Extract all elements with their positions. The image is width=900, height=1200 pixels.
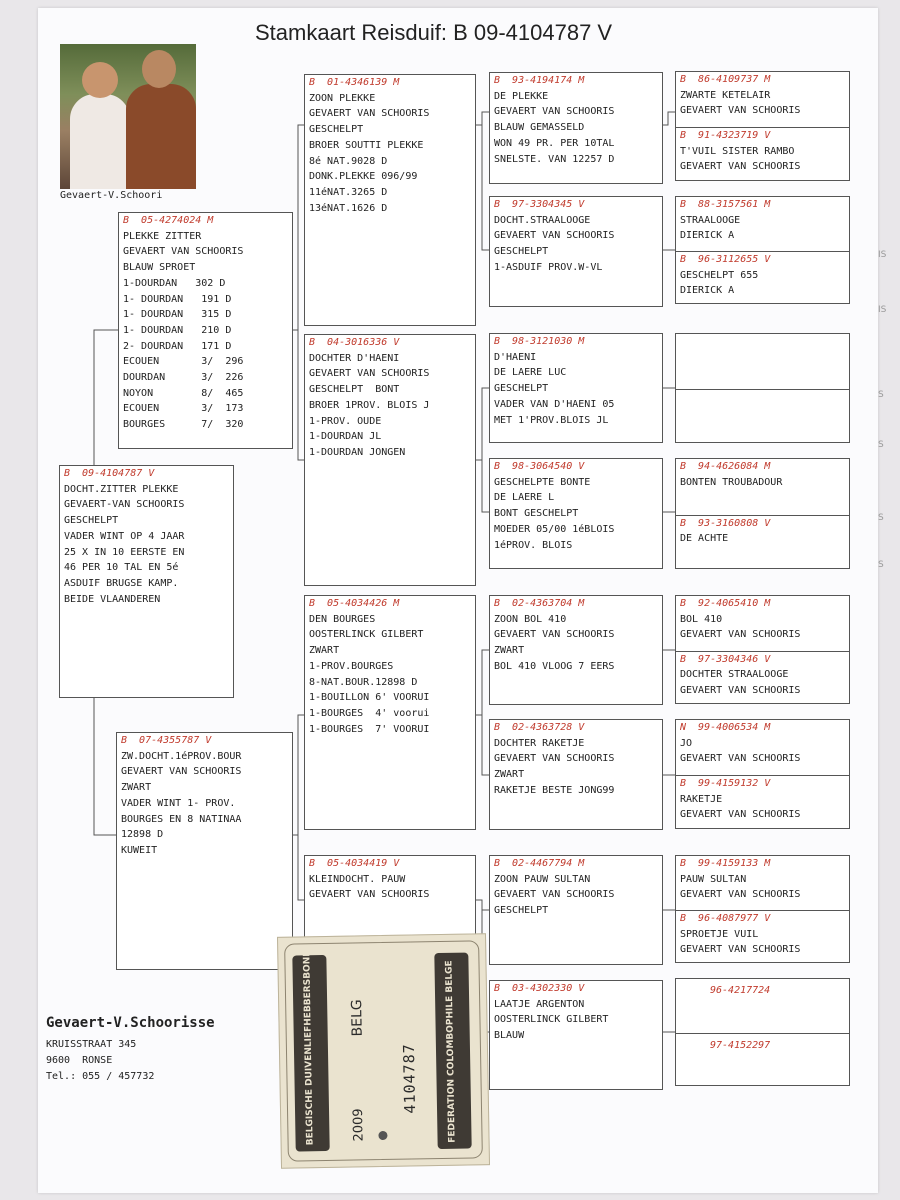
- pedigree-line: BROER 1PROV. BLOIS J: [309, 399, 430, 411]
- pedigree-line: GEVAERT VAN SCHOORIS: [123, 246, 244, 258]
- pedigree-line: BONTEN TROUBADOUR: [680, 476, 783, 488]
- great-grandparent-top: [676, 596, 849, 651]
- great-grandparent-top: [676, 72, 849, 127]
- pedigree-line: ZWARTE KETELAIR: [680, 89, 771, 101]
- pedigree-line: GEVAERT VAN SCHOORIS: [309, 368, 430, 380]
- ring-number: B 93-3160808 V: [680, 517, 771, 529]
- pedigree-line: BOL 410 VLOOG 7 EERS: [494, 660, 615, 672]
- great-grandparent-top: [676, 197, 849, 251]
- pedigree-line: 1-DOURDAN 302 D: [123, 277, 226, 289]
- edge-tab-label: S: [878, 560, 884, 570]
- pedigree-box-sire: [118, 212, 293, 449]
- ring-hole: [378, 1131, 387, 1140]
- pedigree-line: GEVAERT VAN SCHOORIS: [680, 684, 801, 696]
- pedigree-line: RAKETJE BESTE JONG99: [494, 784, 615, 796]
- pedigree-line: DIERICK A: [680, 285, 735, 297]
- pedigree-line: 1-BOURGES 7' VOORUI: [309, 723, 430, 735]
- great-grandparents-pair: [675, 719, 850, 829]
- pedigree-line: NOYON 8/ 465: [123, 387, 244, 399]
- pedigree-line: GESCHELPT: [494, 246, 549, 258]
- pedigree-line: ECOUEN 3/ 173: [123, 403, 244, 415]
- pedigree-line: DE ACHTE: [680, 533, 729, 545]
- pedigree-line: GEVAERT VAN SCHOORIS: [494, 230, 615, 242]
- pedigree-line: 1-DOURDAN JL: [309, 431, 382, 443]
- edge-tab-label: S: [878, 513, 884, 523]
- pedigree-line: 1- DOURDAN 315 D: [123, 309, 232, 321]
- pedigree-line: VADER VAN D'HAENI 05: [494, 398, 615, 410]
- pedigree-line: GESCHELPT BONT: [309, 384, 400, 396]
- edge-tab-label: S: [878, 390, 884, 400]
- owner-name: Gevaert-V.Schoorisse: [46, 1015, 215, 1031]
- pedigree-line: KUWEIT: [121, 844, 158, 856]
- pedigree-line: 46 PER 10 TAL EN 5é: [64, 562, 179, 574]
- pedigree-line: DE PLEKKE: [494, 90, 549, 102]
- ring-number: B 02-4467794 M: [494, 858, 585, 869]
- pedigree-line: ZWART: [309, 645, 340, 657]
- pedigree-line: DOCHTER RAKETJE: [494, 737, 585, 749]
- pedigree-line: T'VUIL SISTER RAMBO: [680, 145, 795, 157]
- pedigree-box-sds: [489, 333, 663, 443]
- pedigree-line: DOCHT.STRAALOOGE: [494, 214, 591, 226]
- pedigree-box-dam: [116, 732, 293, 970]
- ring-number: B 09-4104787 V: [64, 468, 155, 479]
- pedigree-box-dds: [489, 855, 663, 965]
- great-grandparent-top: [676, 459, 849, 515]
- ring-number: B 94-4626084 M: [680, 461, 771, 472]
- ring-country: BELG: [349, 999, 366, 1037]
- pedigree-line: DOCHT.ZITTER PLEKKE: [64, 483, 179, 495]
- great-grandparent-bottom: [676, 775, 849, 829]
- pedigree-line: DE LAERE L: [494, 492, 555, 504]
- pedigree-line: STRAALOOGE: [680, 214, 741, 226]
- pedigree-line: MET 1'PROV.BLOIS JL: [494, 414, 609, 426]
- great-grandparent-top: [676, 856, 849, 910]
- pedigree-line: GEVAERT VAN SCHOORIS: [680, 105, 801, 117]
- pedigree-line: 1-PROV.BOURGES: [309, 660, 394, 672]
- great-grandparents-pair: [675, 978, 850, 1086]
- pedigree-line: ZOON BOL 410: [494, 613, 567, 625]
- pedigree-line: 1-BOUILLON 6' VOORUI: [309, 692, 430, 704]
- pedigree-line: GESCHELPTE BONTE: [494, 476, 591, 488]
- great-grandparent-top: [676, 979, 849, 1033]
- pedigree-line: SNELSTE. VAN 12257 D: [494, 153, 615, 165]
- pedigree-line: 1éPROV. BLOIS: [494, 539, 573, 551]
- edge-tab-label: S: [878, 440, 884, 450]
- edge-tab-label: IS: [878, 250, 887, 260]
- pedigree-line: GEVAERT VAN SCHOORIS: [680, 753, 801, 765]
- pedigree-line: PLEKKE ZITTER: [123, 230, 202, 242]
- pedigree-line: 1- DOURDAN 210 D: [123, 324, 232, 336]
- ring-year: 2009: [350, 1108, 367, 1142]
- ring-number: 96-4217724: [710, 985, 771, 996]
- pedigree-line: DE LAERE LUC: [494, 367, 567, 379]
- pedigree-box-ss: [304, 74, 476, 326]
- ring-left-band: BELGISCHE DUIVENLIEFHEBBERSBOND: [302, 949, 316, 1146]
- great-grandparents-pair: [675, 458, 850, 569]
- pedigree-line: 25 X IN 10 EERSTE EN: [64, 546, 185, 558]
- pedigree-line: ZOON PLEKKE: [309, 92, 376, 104]
- pedigree-line: DOCHTER STRAALOOGE: [680, 669, 789, 681]
- pedigree-line: 13éNAT.1626 D: [309, 202, 388, 214]
- pedigree-line: GEVAERT VAN SCHOORIS: [494, 753, 615, 765]
- pedigree-box-dd: [304, 855, 476, 945]
- pedigree-box-sd: [304, 334, 476, 586]
- owner-street: KRUISSTRAAT 345: [46, 1039, 137, 1050]
- ring-number: B 98-3064540 V: [494, 461, 585, 472]
- ring-number: B 86-4109737 M: [680, 74, 771, 85]
- ring-right-band: FEDERATION COLOMBOPHILE BELGE: [444, 960, 458, 1143]
- ring-number: N 99-4006534 M: [680, 722, 771, 733]
- ring-number: B 98-3121030 M: [494, 336, 585, 347]
- pedigree-line: GESCHELPT: [309, 124, 364, 136]
- owner-block: [46, 1015, 215, 1085]
- ring-number: B 88-3157561 M: [680, 199, 771, 210]
- pedigree-box-dsd: [489, 719, 663, 830]
- ring-number: B 05-4274024 M: [123, 215, 214, 226]
- pedigree-box-ssd: [489, 196, 663, 307]
- great-grandparent-bottom: [676, 127, 849, 181]
- photo-caption: Gevaert-V.Schoori: [60, 190, 163, 201]
- pedigree-line: KLEINDOCHT. PAUW: [309, 873, 406, 885]
- ring-number: B 97-3304345 V: [494, 199, 585, 210]
- pedigree-line: 1-BOURGES 4' voorui: [309, 707, 430, 719]
- pedigree-line: ECOUEN 3/ 296: [123, 356, 244, 368]
- pedigree-line: 1-DOURDAN JONGEN: [309, 446, 406, 458]
- great-grandparent-bottom: [676, 389, 849, 443]
- ring-number: B 99-4159133 M: [680, 858, 771, 869]
- ring-number: B 97-3304346 V: [680, 653, 771, 665]
- pedigree-line: VADER WINT 1- PROV.: [121, 797, 236, 809]
- ring-number: B 05-4034426 M: [309, 598, 400, 609]
- great-grandparent-bottom: [676, 651, 849, 705]
- pedigree-line: LAATJE ARGENTON: [494, 998, 585, 1010]
- great-grandparent-bottom: [676, 910, 849, 963]
- pedigree-line: PAUW SULTAN: [680, 873, 747, 885]
- pedigree-line: 12898 D: [121, 829, 164, 841]
- pedigree-line: GEVAERT VAN SCHOORIS: [680, 944, 801, 956]
- great-grandparents-pair: [675, 855, 850, 963]
- pedigree-line: GEVAERT VAN SCHOORIS: [680, 629, 801, 641]
- pedigree-line: GEVAERT VAN SCHOORIS: [680, 161, 801, 173]
- pedigree-line: WON 49 PR. PER 10TAL: [494, 137, 615, 149]
- pedigree-line: DOCHTER D'HAENI: [309, 352, 400, 364]
- ring-number: B 03-4302330 V: [494, 983, 585, 994]
- pedigree-line: ZWART: [494, 645, 525, 657]
- pedigree-line: RAKETJE: [680, 793, 723, 805]
- pedigree-line: ZOON PAUW SULTAN: [494, 873, 591, 885]
- pedigree-line: GESCHELPT: [494, 905, 549, 917]
- pedigree-line: GEVAERT VAN SCHOORIS: [309, 889, 430, 901]
- pedigree-line: DEN BOURGES: [309, 613, 376, 625]
- pedigree-line: GEVAERT-VAN SCHOORIS: [64, 499, 185, 511]
- ring-number: B 93-4194174 M: [494, 75, 585, 86]
- great-grandparents-pair: [675, 196, 850, 304]
- pedigree-line: 1-PROV. OUDE: [309, 415, 382, 427]
- pedigree-box-sss: [489, 72, 663, 184]
- ring-number: B 04-3016336 V: [309, 337, 400, 348]
- pedigree-line: OOSTERLINCK GILBERT: [494, 1014, 609, 1026]
- great-grandparents-pair: [675, 71, 850, 181]
- pedigree-box-ds: [304, 595, 476, 830]
- edge-tab-label: IS: [878, 305, 887, 315]
- ring-number: B 02-4363704 M: [494, 598, 585, 609]
- pedigree-line: GESCHELPT: [494, 383, 549, 395]
- pedigree-line: DOURDAN 3/ 226: [123, 372, 244, 384]
- ring-number: B 92-4065410 M: [680, 598, 771, 609]
- pedigree-line: GEVAERT VAN SCHOORIS: [494, 106, 615, 118]
- pedigree-line: DIERICK A: [680, 230, 735, 242]
- pedigree-line: GEVAERT VAN SCHOORIS: [680, 889, 801, 901]
- great-grandparent-bottom: [676, 1033, 849, 1086]
- pedigree-line: ZWART: [121, 782, 152, 794]
- pedigree-line: GEVAERT VAN SCHOORIS: [309, 108, 430, 120]
- ring-number: 97-4152297: [710, 1040, 771, 1051]
- pedigree-line: MOEDER 05/00 1éBLOIS: [494, 523, 615, 535]
- pedigree-line: OOSTERLINCK GILBERT: [309, 629, 424, 641]
- pedigree-line: 8-NAT.BOUR.12898 D: [309, 676, 418, 688]
- pedigree-line: BONT GESCHELPT: [494, 508, 579, 520]
- pedigree-line: BROER SOUTTI PLEKKE: [309, 139, 424, 151]
- ring-card: [277, 933, 490, 1169]
- ring-number: B 99-4159132 V: [680, 778, 771, 789]
- ring-number: B 05-4034419 V: [309, 858, 400, 869]
- owner-phone: Tel.: 055 / 457732: [46, 1071, 155, 1082]
- pedigree-box-subject: [59, 465, 234, 698]
- pedigree-line: GEVAERT VAN SCHOORIS: [121, 766, 242, 778]
- pedigree-line: 1- DOURDAN 191 D: [123, 293, 232, 305]
- pedigree-line: BOURGES EN 8 NATINAA: [121, 813, 242, 825]
- pedigree-line: VADER WINT OP 4 JAAR: [64, 530, 185, 542]
- pedigree-line: GESCHELPT 655: [680, 269, 759, 281]
- pedigree-line: BOURGES 7/ 320: [123, 419, 244, 431]
- pedigree-line: ZW.DOCHT.1éPROV.BOUR: [121, 750, 242, 762]
- ring-number: B 96-4087977 V: [680, 913, 771, 924]
- ring-number: 4104787: [399, 1043, 420, 1114]
- pedigree-line: BLAUW SPROET: [123, 262, 196, 274]
- pedigree-line: 8é NAT.9028 D: [309, 155, 388, 167]
- ring-number: B 07-4355787 V: [121, 735, 212, 746]
- great-grandparent-bottom: [676, 515, 849, 570]
- great-grandparent-bottom: [676, 251, 849, 304]
- pedigree-box-sdd: [489, 458, 663, 569]
- pedigree-line: 11éNAT.3265 D: [309, 186, 388, 198]
- great-grandparents-pair: [675, 333, 850, 443]
- pedigree-line: GEVAERT VAN SCHOORIS: [494, 629, 615, 641]
- ring-number: B 02-4363728 V: [494, 722, 585, 733]
- pedigree-line: D'HAENI: [494, 351, 537, 363]
- pedigree-line: BLAUW: [494, 1030, 525, 1042]
- pedigree-line: ASDUIF BRUGSE KAMP.: [64, 577, 179, 589]
- pedigree-line: 1-ASDUIF PROV.W-VL: [494, 261, 603, 273]
- owner-city: 9600 RONSE: [46, 1055, 113, 1066]
- pedigree-line: 2- DOURDAN 171 D: [123, 340, 232, 352]
- pedigree-line: JO: [680, 737, 693, 749]
- pedigree-line: DONK.PLEKKE 096/99: [309, 171, 418, 183]
- great-grandparent-top: [676, 720, 849, 775]
- pedigree-line: GEVAERT VAN SCHOORIS: [494, 889, 615, 901]
- great-grandparent-top: [676, 334, 849, 389]
- page-title: Stamkaart Reisduif: B 09-4104787 V: [255, 20, 613, 45]
- pedigree-line: BLAUW GEMASSELD: [494, 122, 585, 134]
- pedigree-line: GEVAERT VAN SCHOORIS: [680, 809, 801, 821]
- pedigree-box-ddd: [489, 980, 663, 1090]
- pedigree-line: GESCHELPT: [64, 515, 119, 527]
- pedigree-line: BEIDE VLAANDEREN: [64, 593, 161, 605]
- ring-number: B 91-4323719 V: [680, 130, 771, 141]
- pedigree-line: SPROETJE VUIL: [680, 928, 759, 940]
- ring-number: B 96-3112655 V: [680, 254, 771, 265]
- great-grandparents-pair: [675, 595, 850, 704]
- pedigree-line: BOL 410: [680, 613, 723, 625]
- pedigree-line: ZWART: [494, 769, 525, 781]
- ring-number: B 01-4346139 M: [309, 77, 400, 88]
- pedigree-box-dss: [489, 595, 663, 705]
